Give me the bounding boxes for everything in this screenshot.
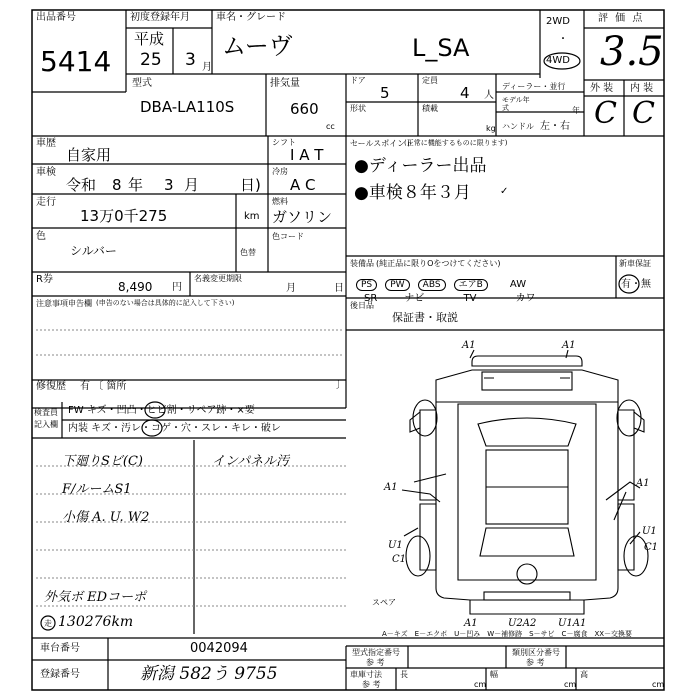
mark-rear-right: U1A1 — [558, 618, 587, 629]
inspector-exterior-items: FW キズ・凹凸・ヒビ割・リペア跡・×要 — [68, 405, 255, 416]
equip-leather: カワ — [515, 293, 536, 304]
equipment-row-2 — [364, 286, 536, 305]
chassis-label: 車台番号 — [40, 643, 80, 654]
mark-right-rear-c: C1 — [644, 542, 659, 553]
dimension-ref: 参 考 — [362, 680, 381, 689]
reg-label: 登録番号 — [40, 669, 80, 680]
inspection-year: 8 — [112, 176, 122, 194]
extras-value: 保証書・取説 — [392, 311, 458, 324]
drive-4wd: 4WD — [546, 55, 570, 66]
sales-label: セールスポイント — [350, 139, 414, 148]
inspector-note-1: 下廻りSビ(C) — [62, 454, 143, 469]
equip-sr: SR — [364, 293, 378, 304]
equipment-sub: (純正品に限りOをつけてください) — [376, 259, 501, 268]
height-label: 高 — [580, 670, 588, 679]
reg-month: 3 — [185, 50, 196, 70]
seats-value: 4 — [460, 84, 470, 102]
equip-aw: AW — [509, 279, 527, 290]
class-ref: 参 考 — [526, 658, 545, 667]
interior-grade: C — [632, 96, 655, 131]
model-year-unit: 年 — [572, 106, 580, 115]
shape-label: 形状 — [350, 104, 366, 113]
displacement-unit: cc — [326, 122, 335, 131]
ownership-day: 日 — [334, 283, 344, 294]
mark-left-rear-u: U1 — [388, 540, 403, 551]
length-label: 長 — [400, 670, 408, 679]
lot-number: 5414 — [40, 45, 112, 78]
mileage-hand-prefix: 走 — [44, 619, 52, 628]
door-label: ドア — [350, 76, 366, 85]
displacement-label: 排気量 — [270, 78, 300, 89]
width-label: 幅 — [490, 670, 498, 679]
new-car-warranty-label: 新車保証 — [619, 259, 651, 268]
equip-navi: ナビ — [404, 293, 425, 304]
mark-left-rear-c: C1 — [392, 554, 407, 565]
ownership-month: 月 — [286, 283, 296, 294]
reg-value: 新潟 582う 9755 — [140, 664, 278, 684]
width-unit: cm — [564, 680, 577, 689]
car-grade: L_SA — [412, 34, 470, 62]
drive-dot: ・ — [558, 34, 568, 45]
equip-abs: ABS — [418, 279, 446, 291]
notes-sub: (申告のない場合は具体的に記入して下さい) — [96, 299, 235, 307]
interior-label: 内 装 — [630, 83, 654, 94]
mark-right-rear-u: U1 — [642, 526, 657, 537]
grade-label: 評 価 点 — [598, 13, 645, 24]
notes-label: 注意事項申告欄 — [36, 299, 92, 308]
recycle-label: R券 — [36, 274, 53, 285]
model-label: 型式 — [132, 78, 152, 89]
ac-value: A C — [290, 176, 316, 194]
shift-label: シフト — [272, 138, 296, 147]
handle-value: 左・右 — [540, 121, 570, 132]
mark-right-door: A1 — [636, 478, 650, 489]
extras-label: 後日品 — [350, 301, 374, 310]
class-label: 類別区分番号 — [512, 648, 560, 657]
seats-unit: 人 — [484, 90, 494, 101]
reg-year: 25 — [140, 50, 162, 70]
displacement-value: 660 — [290, 100, 319, 118]
sales-sub: (正常に機能するものに限ります) — [404, 139, 508, 147]
seats-label: 定員 — [422, 76, 438, 85]
load-label: 積載 — [422, 104, 438, 113]
history-label: 車歴 — [36, 138, 56, 149]
ac-label: 冷房 — [272, 167, 288, 176]
recycle-value: 8,490 — [118, 280, 153, 294]
inspector-note-bottom: 外気ボ EDコーポ — [44, 590, 147, 605]
ownership-label: 名義変更期限 — [194, 274, 242, 283]
model-spec-label: 型式指定番号 — [352, 648, 400, 657]
inspection-month-unit: 月 — [184, 176, 200, 194]
recolor-label: 色替 — [240, 248, 256, 257]
exterior-label: 外 装 — [590, 83, 614, 94]
car-name: ムーヴ — [222, 32, 293, 60]
new-car-warranty-value: 有・無 — [621, 279, 651, 290]
inspector-interior-items: 内装 キズ・汚レ・コゲ・穴・スレ・キレ・破レ — [68, 423, 281, 434]
sales-check-mark: ✓ — [500, 186, 509, 197]
mark-left-door: A1 — [384, 482, 398, 493]
length-unit: cm — [474, 680, 487, 689]
dimension-label: 車庫寸法 — [350, 670, 382, 679]
color-label: 色 — [36, 231, 46, 242]
equipment-label: 装備品 — [350, 259, 374, 268]
mark-rear-left: A1 — [464, 618, 478, 629]
inspector-label-1: 検査員 — [34, 408, 58, 417]
color-value: シルバー — [70, 244, 117, 258]
inspection-month: 3 — [164, 176, 174, 194]
history-value: 自家用 — [66, 146, 112, 164]
height-unit: cm — [652, 680, 665, 689]
inspector-note-3: 小傷 A. U. W2 — [62, 510, 150, 525]
color-code-label: 色コード — [272, 232, 304, 241]
model-year-label: モデル年式 — [502, 96, 530, 112]
inspection-year-unit: 年 — [128, 176, 144, 194]
inspection-label: 車検 — [36, 167, 56, 178]
defect-legend: A－キズ E－エクボ U－凹み W－補修跡 S－サビ C－腐食 XX－交換要 — [382, 630, 633, 638]
repair-label: 修復歴 — [36, 381, 66, 392]
shift-value: I A T — [290, 146, 324, 164]
repair-close: 〕 — [336, 380, 346, 391]
mileage-value: 13万0千275 — [80, 207, 168, 225]
inspection-era: 令和 — [66, 176, 97, 194]
mark-front-left: A1 — [462, 340, 476, 351]
drive-2wd: 2WD — [546, 16, 570, 27]
mark-rear-center: U2A2 — [508, 618, 537, 629]
sales-line-1: ●ディーラー出品 — [354, 156, 487, 176]
recycle-yen: 円 — [172, 282, 182, 293]
lot-label: 出品番号 — [36, 12, 76, 23]
fuel-label: 燃料 — [272, 197, 288, 206]
mark-front-right: A1 — [562, 340, 576, 351]
inspection-day-close: 日) — [240, 176, 261, 194]
inspector-note-4: インパネル汚 — [212, 454, 290, 469]
first-reg-label: 初度登録年月 — [130, 12, 190, 23]
sales-line-2: ●車検８年３月 — [354, 183, 471, 203]
chassis-value: 0042094 — [190, 641, 248, 656]
grade-score: 3.5 — [600, 29, 664, 75]
door-value: 5 — [380, 84, 390, 102]
inspector-label-2: 記入欄 — [34, 420, 58, 429]
car-diagram — [406, 356, 648, 614]
equip-pw: PW — [385, 279, 409, 291]
model-spec-ref: 参 考 — [366, 658, 385, 667]
model-code: DBA-LA110S — [140, 98, 235, 116]
inspector-note-2: F/ルームS1 — [62, 482, 132, 497]
reg-era: 平成 — [134, 30, 165, 48]
car-label: 車名・グレード — [216, 12, 286, 23]
equip-airbag: エアB — [454, 279, 488, 291]
handle-label: ハンドル — [502, 122, 534, 131]
reg-month-unit: 月 — [202, 62, 212, 73]
fuel-value: ガソリン — [272, 208, 333, 226]
spare-label: スペア — [372, 598, 396, 607]
dealer-label: ディーラー・並行 — [502, 82, 566, 91]
exterior-grade: C — [594, 96, 617, 131]
mileage-label: 走行 — [36, 197, 56, 208]
mileage-hand: 130276km — [58, 614, 134, 630]
mileage-unit: km — [244, 211, 260, 222]
repair-value: 有 〔 箇所 — [80, 381, 127, 392]
equip-ps: PS — [356, 279, 377, 291]
load-unit: kg — [486, 124, 496, 133]
equip-tv: TV — [463, 293, 477, 304]
